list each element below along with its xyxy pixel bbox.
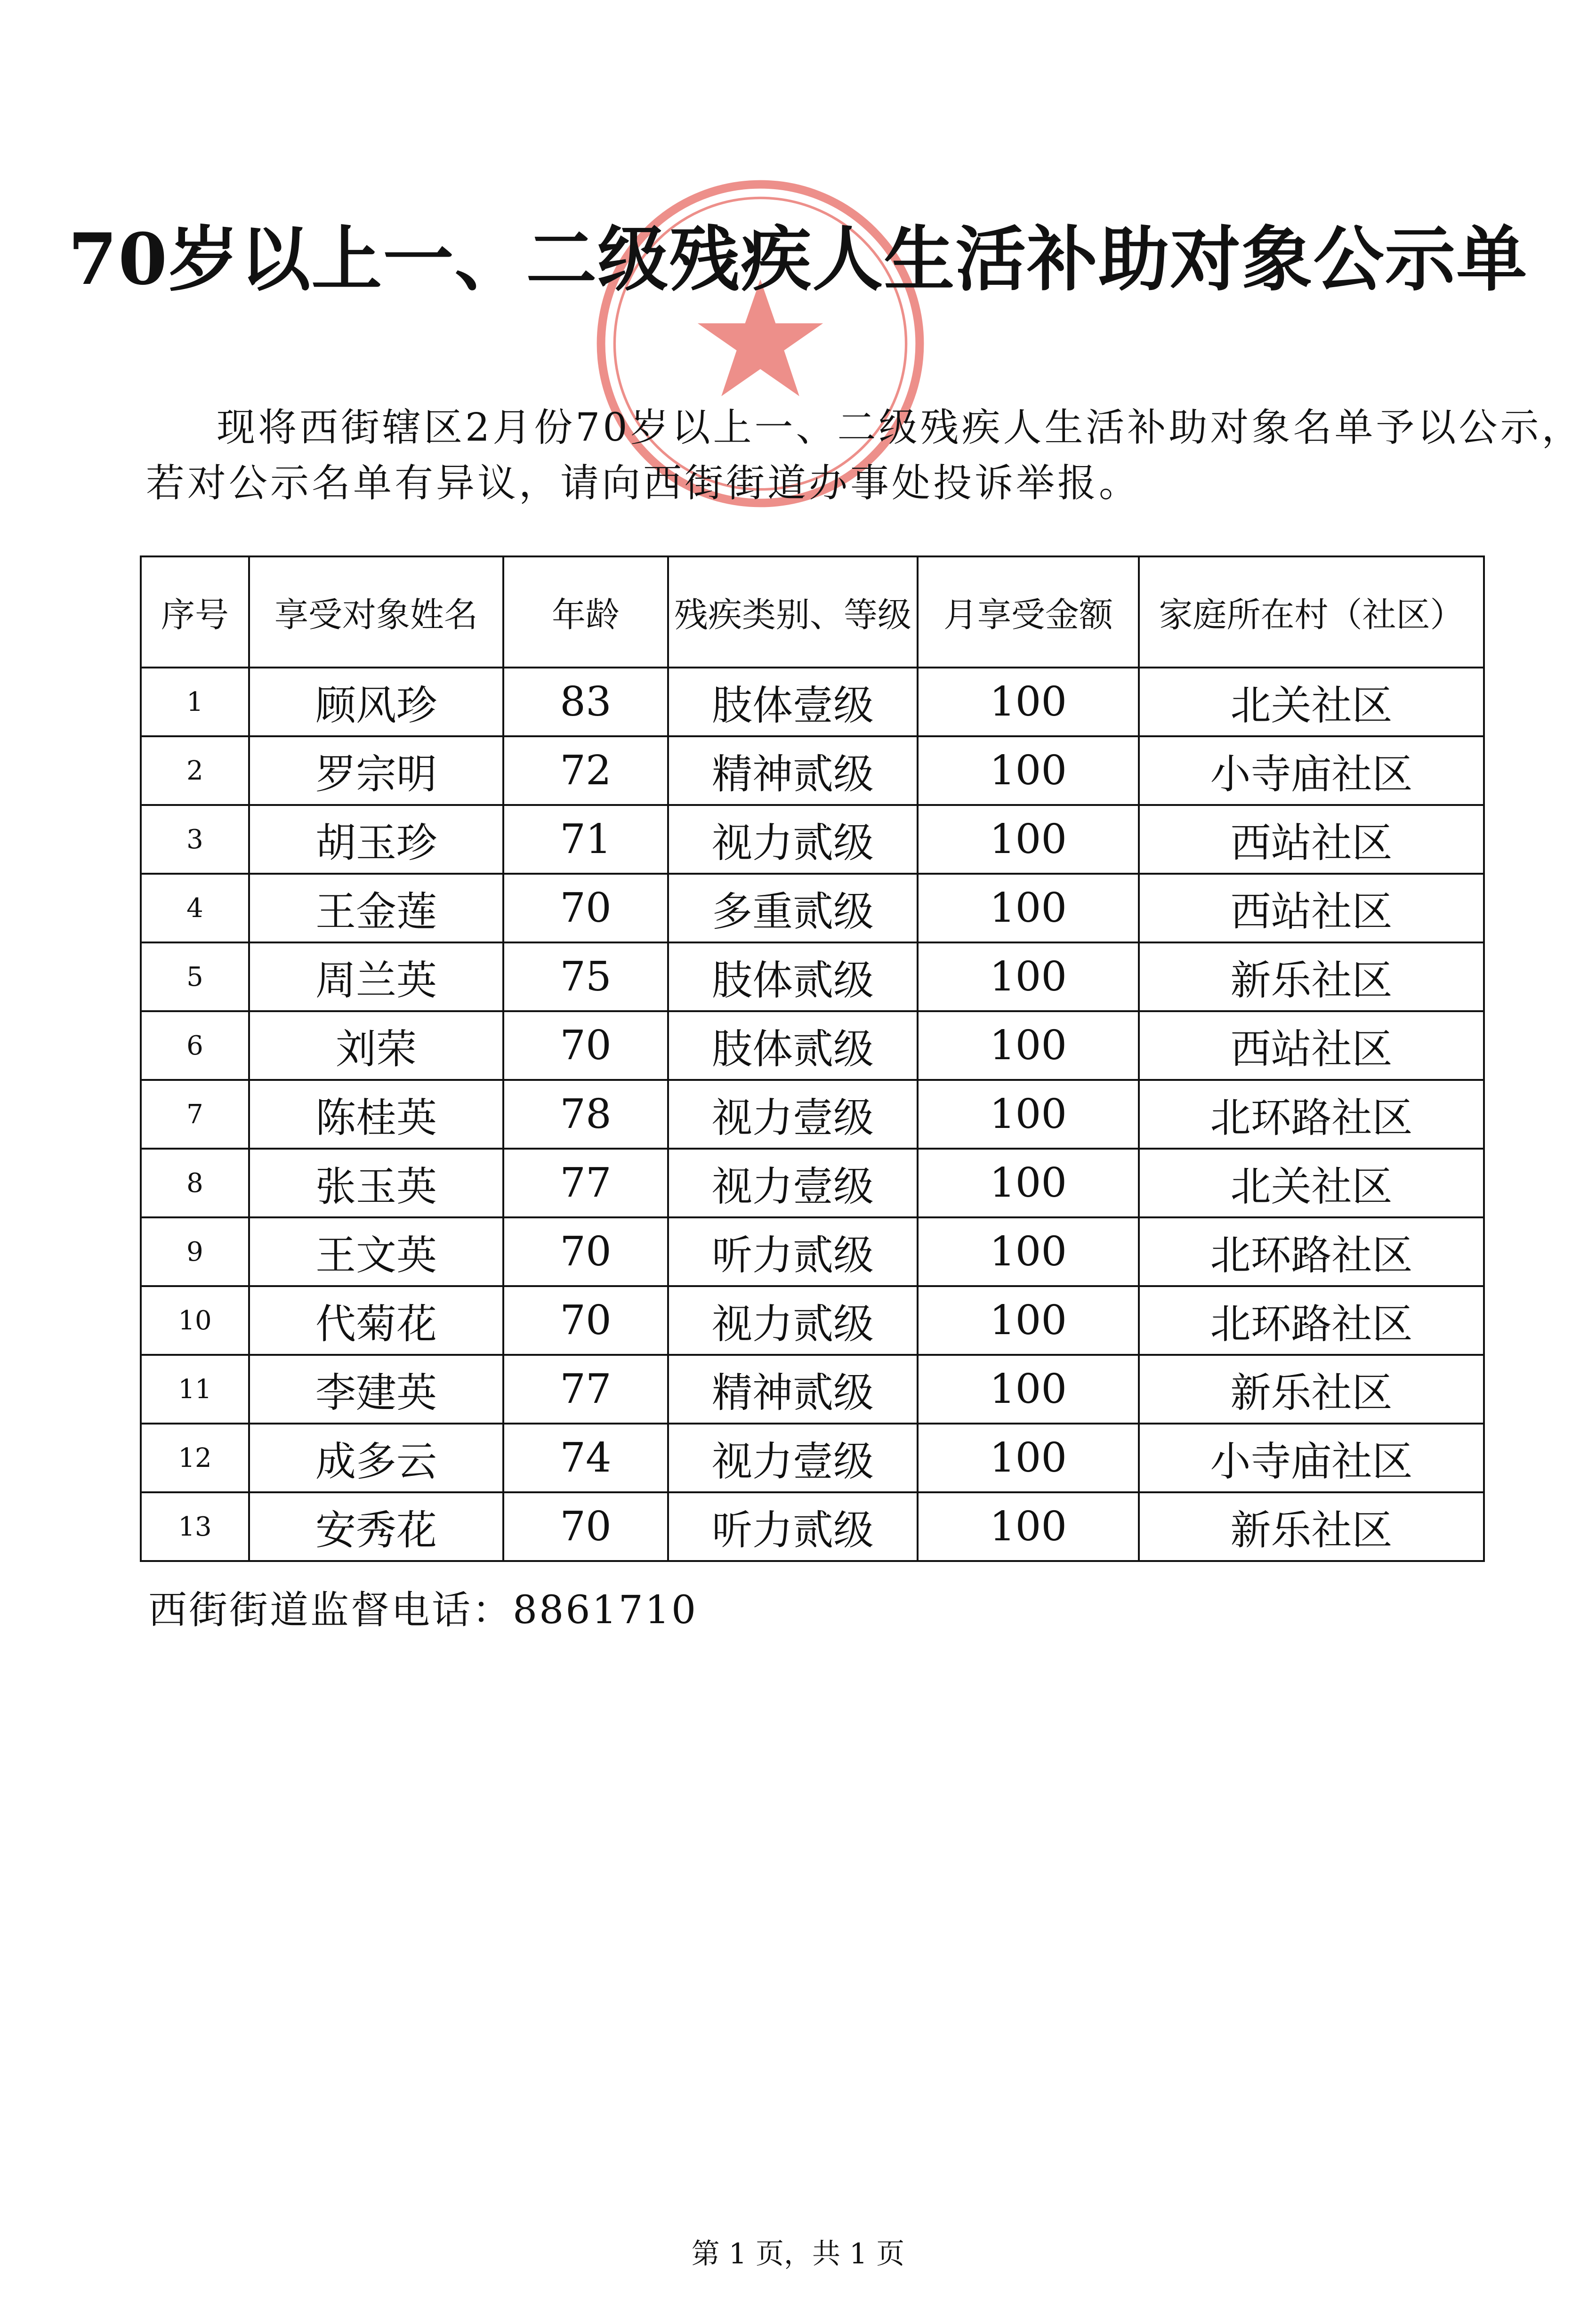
- cell-amount: 100: [918, 1149, 1139, 1217]
- cell-index: 1: [141, 668, 249, 736]
- cell-name: 王文英: [249, 1217, 503, 1286]
- cell-index: 12: [141, 1424, 249, 1492]
- page-number-footer: 第 1 页，共 1 页: [691, 2238, 905, 2270]
- cell-community: 北环路社区: [1139, 1080, 1484, 1149]
- cell-community: 北关社区: [1139, 1149, 1484, 1217]
- cell-age: 77: [503, 1149, 668, 1217]
- intro-paragraph: [146, 400, 1583, 511]
- cell-disability: 精神贰级: [668, 1355, 918, 1424]
- cell-community: 新乐社区: [1139, 1492, 1484, 1561]
- cell-amount: 100: [918, 1355, 1139, 1424]
- cell-amount: 100: [918, 942, 1139, 1011]
- cell-amount: 100: [918, 1286, 1139, 1355]
- header-index: 序号: [141, 556, 249, 668]
- cell-community: 小寺庙社区: [1139, 736, 1484, 805]
- cell-index: 8: [141, 1149, 249, 1217]
- table-row: [141, 942, 1484, 1011]
- table-row: [141, 1011, 1484, 1080]
- cell-disability: 多重贰级: [668, 874, 918, 942]
- cell-name: 顾风珍: [249, 668, 503, 736]
- cell-amount: 100: [918, 1492, 1139, 1561]
- cell-name: 代菊花: [249, 1286, 503, 1355]
- cell-community: 西站社区: [1139, 1011, 1484, 1080]
- cell-age: 77: [503, 1355, 668, 1424]
- table-row: [141, 1217, 1484, 1286]
- cell-disability: 听力贰级: [668, 1492, 918, 1561]
- page-title: 70岁以上一、二级残疾人生活补助对象公示单: [68, 218, 1528, 301]
- intro-line-1: 现将西街辖区2月份70岁以上一、二级残疾人生活补助对象名单予以公示，: [217, 405, 1583, 450]
- header-amount: 月享受金额: [918, 556, 1139, 668]
- cell-index: 5: [141, 942, 249, 1011]
- cell-disability: 视力壹级: [668, 1149, 918, 1217]
- cell-disability: 肢体贰级: [668, 942, 918, 1011]
- cell-disability: 视力贰级: [668, 805, 918, 874]
- cell-disability: 视力贰级: [668, 1286, 918, 1355]
- cell-amount: 100: [918, 668, 1139, 736]
- cell-index: 3: [141, 805, 249, 874]
- header-name: 享受对象姓名: [249, 556, 503, 668]
- cell-name: 王金莲: [249, 874, 503, 942]
- header-disability: 残疾类别、等级: [668, 556, 918, 668]
- cell-index: 2: [141, 736, 249, 805]
- cell-amount: 100: [918, 874, 1139, 942]
- cell-community: 西站社区: [1139, 805, 1484, 874]
- table-row: [141, 805, 1484, 874]
- table-row: [141, 1424, 1484, 1492]
- cell-index: 7: [141, 1080, 249, 1149]
- cell-age: 70: [503, 1011, 668, 1080]
- cell-amount: 100: [918, 736, 1139, 805]
- recipients-table: [140, 555, 1485, 1562]
- supervision-phone: 西街街道监督电话：8861710: [148, 1588, 698, 1633]
- cell-amount: 100: [918, 1080, 1139, 1149]
- table-row: [141, 1355, 1484, 1424]
- cell-amount: 100: [918, 1424, 1139, 1492]
- cell-community: 新乐社区: [1139, 942, 1484, 1011]
- cell-age: 70: [503, 874, 668, 942]
- cell-name: 张玉英: [249, 1149, 503, 1217]
- table-row: [141, 1080, 1484, 1149]
- cell-disability: 精神贰级: [668, 736, 918, 805]
- cell-disability: 听力贰级: [668, 1217, 918, 1286]
- cell-name: 罗宗明: [249, 736, 503, 805]
- cell-name: 周兰英: [249, 942, 503, 1011]
- cell-community: 西站社区: [1139, 874, 1484, 942]
- cell-age: 72: [503, 736, 668, 805]
- cell-index: 4: [141, 874, 249, 942]
- cell-name: 刘荣: [249, 1011, 503, 1080]
- cell-community: 北环路社区: [1139, 1286, 1484, 1355]
- cell-disability: 视力壹级: [668, 1424, 918, 1492]
- table-row: [141, 736, 1484, 805]
- cell-age: 70: [503, 1492, 668, 1561]
- cell-amount: 100: [918, 805, 1139, 874]
- cell-name: 李建英: [249, 1355, 503, 1424]
- cell-amount: 100: [918, 1217, 1139, 1286]
- cell-age: 78: [503, 1080, 668, 1149]
- header-age: 年龄: [503, 556, 668, 668]
- table-row: [141, 1492, 1484, 1561]
- cell-community: 小寺庙社区: [1139, 1424, 1484, 1492]
- cell-age: 83: [503, 668, 668, 736]
- table-row: [141, 1149, 1484, 1217]
- cell-index: 10: [141, 1286, 249, 1355]
- cell-amount: 100: [918, 1011, 1139, 1080]
- cell-name: 陈桂英: [249, 1080, 503, 1149]
- cell-index: 6: [141, 1011, 249, 1080]
- cell-age: 71: [503, 805, 668, 874]
- cell-age: 70: [503, 1217, 668, 1286]
- cell-community: 北环路社区: [1139, 1217, 1484, 1286]
- cell-index: 11: [141, 1355, 249, 1424]
- table-row: [141, 668, 1484, 736]
- cell-name: 胡玉珍: [249, 805, 503, 874]
- cell-disability: 肢体壹级: [668, 668, 918, 736]
- table-header-row: [141, 556, 1484, 668]
- header-community: 家庭所在村（社区）: [1139, 556, 1484, 668]
- cell-age: 74: [503, 1424, 668, 1492]
- cell-community: 北关社区: [1139, 668, 1484, 736]
- cell-index: 9: [141, 1217, 249, 1286]
- table-row: [141, 874, 1484, 942]
- cell-disability: 视力壹级: [668, 1080, 918, 1149]
- intro-line-2: 若对公示名单有异议，请向西街街道办事处投诉举报。: [146, 461, 1141, 506]
- cell-community: 新乐社区: [1139, 1355, 1484, 1424]
- cell-index: 13: [141, 1492, 249, 1561]
- cell-disability: 肢体贰级: [668, 1011, 918, 1080]
- table-row: [141, 1286, 1484, 1355]
- cell-name: 安秀花: [249, 1492, 503, 1561]
- cell-age: 75: [503, 942, 668, 1011]
- cell-age: 70: [503, 1286, 668, 1355]
- cell-name: 成多云: [249, 1424, 503, 1492]
